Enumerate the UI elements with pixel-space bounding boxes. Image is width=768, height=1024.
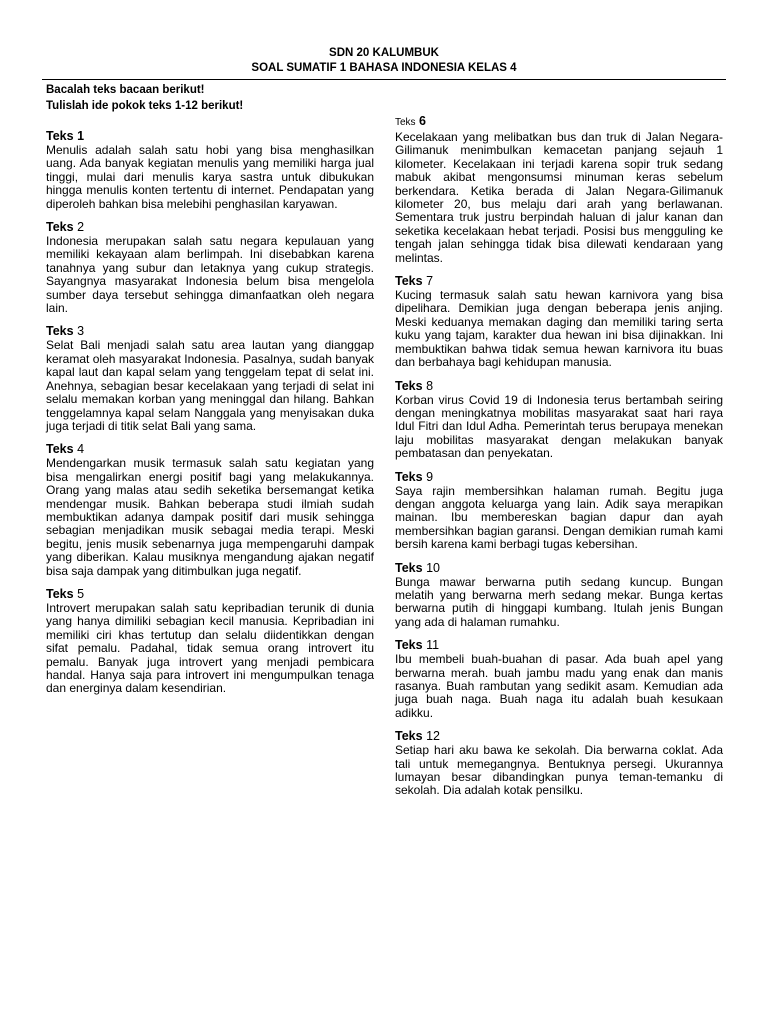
text-body: Menulis adalah salah satu hobi yang bisa menghasilkan uang. Ada banyak kegiatan menulis yang memiliki harga jual tinggi, mulai dari menulis karya sastra untuk dibukukan hingga menulis konten tertentu di internet. Pendapatan yang diperoleh bahkan bisa melebihi penghasilan karyawan.	[46, 143, 374, 211]
text-item-7	[395, 273, 723, 369]
text-title: Teks 8	[395, 378, 434, 393]
text-item-3	[46, 323, 374, 433]
text-body: Kecelakaan yang melibatkan bus dan truk di Jalan Negara-Gilimanuk menimbulkan kemacetan panjang sejauh 1 kilometer. Kecelakaan ini terjadi karena sopir truk sedang mabuk akibat mengonsumsi minuman keras sebelum berkendara. Ketika berada di Jalan Negara-Gilimanuk kilometer 20, bus melaju dari arah yang berlawanan. Sementara truk justru berpindah haluan di jalur kanan dan seketika kecelakaan hebat terjadi. Posisi bus mengguling ke tengah jalan sehingga tidak bisa dilewati kendaraan yang melintas.	[395, 130, 723, 265]
text-title: Teks 1	[46, 129, 85, 143]
text-item-4	[46, 441, 374, 578]
text-item-2	[46, 219, 374, 315]
text-item-9	[395, 469, 723, 552]
text-body: Korban virus Covid 19 di Indonesia terus bertambah seiring dengan meningkatnya mobilitas masyarakat saat hari raya Idul Fitri dan Idul Adha. Pemerintah terus berupaya menekan laju mobilitas masyarakat dengan melakukan banyak pembatasan dan penyekatan.	[395, 392, 723, 461]
text-body: Bunga mawar berwarna putih sedang kuncup. Bungan melatih yang berwarna merh sedang mekar. Bunga kertas berwarna putih di hinggapi kumbang. Itulah jenis Bungan yang ada di halaman rumahku.	[395, 574, 723, 629]
text-item-5	[46, 586, 374, 696]
right-column	[395, 113, 723, 806]
text-title: Teks 9	[395, 469, 434, 484]
document-header	[0, 46, 768, 76]
text-item-1	[46, 128, 374, 211]
text-body: Mendengarkan musik termasuk salah satu kegiatan yang bisa mengalirkan energi positif bagi yang melakukannya. Orang yang malas atau sedih seketika bersemangat ketika mendengar musik. Bahkan beberapa studi ilmiah sudah membuktikan adanya dampak positif dari musik sehingga sebagian menjadikan musik sebagai media terapi. Meski begitu, jenis musik sebenarnya juga mempengaruhi dampak yang diberikan. Kalau musiknya mengandung ajakan negatif bisa saja dampak yang ditimbulkan juga negatif.	[46, 456, 374, 578]
instruction-read: Bacalah teks bacaan berikut!	[46, 84, 205, 96]
instructions	[46, 82, 376, 114]
text-body: Kucing termasuk salah satu hewan karnivora yang bisa dipelihara. Demikian juga dengan beberapa jenis anjing. Meski keduanya memakan daging dan memiliki taring serta kuku yang tajam, karakter dua hewan ini bisa dijinakkan. Ini membuktikan bahwa tidak semua hewan karnivora itu buas dan berbahaya bagi kehidupan manusia.	[395, 288, 723, 370]
text-item-10	[395, 560, 723, 630]
text-body: Introvert merupakan salah satu kepribadian terunik di dunia yang hanya dimiliki sebagian kecil manusia. Kepribadian ini memiliki ciri khas tertutup dan selalu diidentikkan dengan sifat pemalu. Padahal, tidak semua orang introvert itu pemalu. Banyak juga introvert yang menjadi pembicara handal. Hanya saja para introvert ini mengumpulkan tenaga dan energinya dalam kesendirian.	[46, 600, 374, 696]
text-body: Setiap hari aku bawa ke sekolah. Dia berwarna coklat. Ada tali untuk memegangnya. Bentuknya persegi. Ukurannya lumayan besar dibandingkan punya teman-temanku di sekolah. Dia adalah kotak pensilku.	[395, 743, 723, 798]
text-title: Teks 10	[395, 560, 440, 575]
text-item-8	[395, 378, 723, 461]
text-item-6	[395, 113, 723, 265]
text-body: Ibu membeli buah-buahan di pasar. Ada buah apel yang berwarna merah. buah jambu madu yang enak dan manis rasanya. Buah rambutan yang sedikit asam. Kemudian ada juga buah naga. Buah naga itu adalah buah kesukaan adikku.	[395, 652, 723, 720]
text-item-11	[395, 637, 723, 720]
text-title: Teks 12	[395, 729, 440, 744]
text-title: Teks 4	[46, 442, 85, 457]
text-body: Selat Bali menjadi salah satu area lautan yang dianggap keramat oleh masyarakat Indonesia. Pasalnya, sudah banyak kapal laut dan kapal selam yang tenggelam tepat di selat ini. Anehnya, sebagian besar kecelakaan yang terjadi di selat ini selalu memakan korban yang meninggal dan hilang. Bahkan tenggelamnya kapal selam Nanggala yang menyisakan duka juga terjadi di titik selat Bali yang sama.	[46, 338, 374, 433]
text-item-12	[395, 728, 723, 798]
text-title: Teks 5	[46, 586, 85, 601]
left-column	[46, 128, 374, 704]
text-body: Saya rajin membersihkan halaman rumah. Begitu juga dengan anggota keluarga yang lain. Adik saya merapikan mainan. Ibu membereskan bagian dapur dan ayah membersihkan bagian garansi. Dengan demikian rumah kami bersih karena kami berbagi tugas kebersihan.	[395, 483, 723, 552]
text-title: Teks 3	[46, 324, 85, 339]
text-title: Teks 7	[395, 274, 434, 289]
text-body: Indonesia merupakan salah satu negara kepulauan yang memiliki kekayaan alam berlimpah. Ini disebabkan karena tanahnya yang subur dan letaknya yang cukup strategis. Sayangnya masyarakat Indonesia belum bisa mengelola sumber daya tersebut sehingga dimanfaatkan oleh negara lain.	[46, 234, 374, 316]
school-name: SDN 20 KALUMBUK	[329, 47, 439, 59]
text-title: Teks 2	[46, 220, 85, 235]
text-title: Teks 6	[395, 114, 426, 128]
document-title: SOAL SUMATIF 1 BAHASA INDONESIA KELAS 4	[251, 62, 517, 74]
text-title: Teks 11	[395, 638, 440, 653]
instruction-write: Tulislah ide pokok teks 1-12 berikut!	[46, 100, 244, 112]
header-divider	[42, 79, 726, 80]
